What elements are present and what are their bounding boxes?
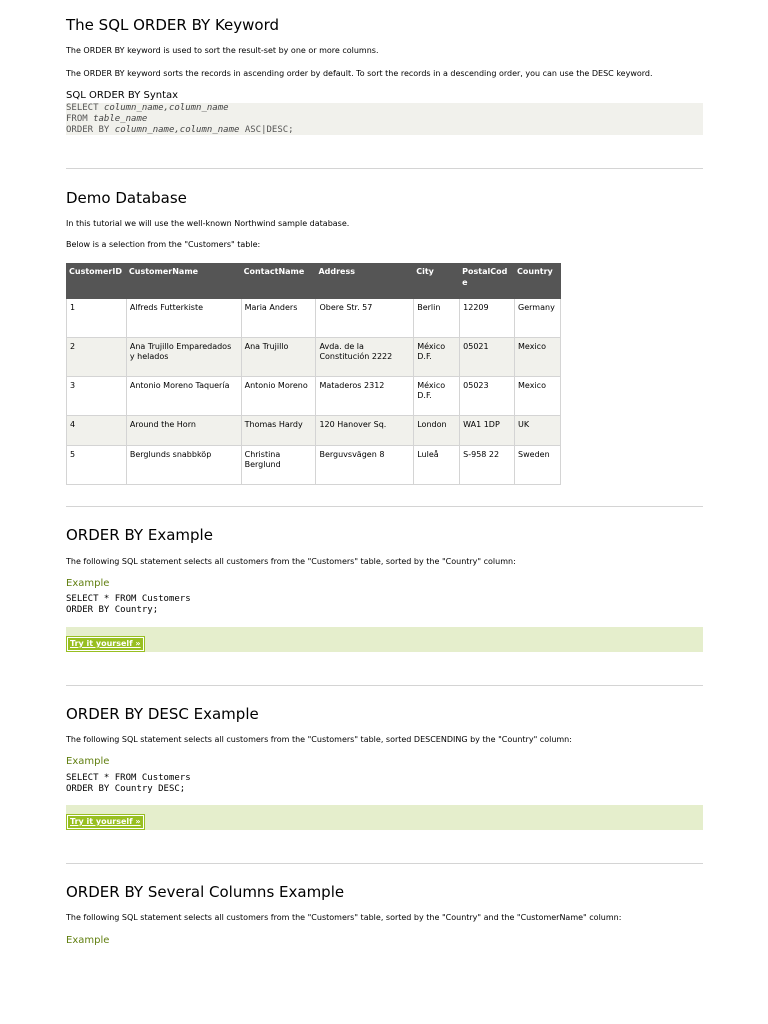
table-cell: Berglunds snabbköp <box>126 446 241 485</box>
table-row <box>67 299 561 338</box>
table-cell: Mataderos 2312 <box>316 377 414 416</box>
table-row <box>67 377 561 416</box>
intro-paragraph-1: The ORDER BY keyword is used to sort the result-set by one or more columns. <box>66 46 379 55</box>
example-label: Example <box>66 935 110 946</box>
table-cell: WA1 1DP <box>460 416 515 446</box>
order-by-several-title: ORDER BY Several Columns Example <box>66 883 345 901</box>
table-cell: Ana Trujillo Emparedados y helados <box>126 338 241 377</box>
example-code-block <box>66 773 191 795</box>
table-cell: Alfreds Futterkiste <box>126 299 241 338</box>
table-cell: Sweden <box>515 446 561 485</box>
syntax-heading: SQL ORDER BY Syntax <box>66 90 179 101</box>
syntax-line-3: ORDER BY column_name,column_name ASC|DESC; <box>66 125 294 135</box>
demo-paragraph-2: Below is a selection from the "Customers" table: <box>66 240 261 249</box>
code-line: SELECT * FROM Customers <box>66 773 191 783</box>
try-it-bar <box>66 627 703 652</box>
code-line: SELECT * FROM Customers <box>66 594 191 604</box>
table-cell: Mexico <box>515 377 561 416</box>
table-cell: 5 <box>67 446 127 485</box>
table-cell: Berlin <box>414 299 460 338</box>
try-it-yourself-button[interactable]: Try it yourself » <box>67 815 144 829</box>
col-header: CustomerID <box>67 264 127 299</box>
table-cell: UK <box>515 416 561 446</box>
try-it-yourself-button[interactable]: Try it yourself » <box>67 637 144 651</box>
code-line: ORDER BY Country DESC; <box>66 784 186 794</box>
syntax-line-1: SELECT column_name,column_name <box>66 103 229 113</box>
table-cell: Christina Berglund <box>241 446 316 485</box>
table-row <box>67 446 561 485</box>
table-cell: Avda. de la Constitución 2222 <box>316 338 414 377</box>
table-cell: 12209 <box>460 299 515 338</box>
table-cell: México D.F. <box>414 377 460 416</box>
page-title: The SQL ORDER BY Keyword <box>66 16 280 34</box>
example-code-block <box>66 594 191 616</box>
demo-paragraph-1: In this tutorial we will use the well-known Northwind sample database. <box>66 219 350 228</box>
table-cell: 4 <box>67 416 127 446</box>
table-cell: 05021 <box>460 338 515 377</box>
col-header: PostalCode <box>460 264 515 299</box>
table-cell: Berguvsvägen 8 <box>316 446 414 485</box>
syntax-line-2: FROM table_name <box>66 114 148 124</box>
table-cell: Thomas Hardy <box>241 416 316 446</box>
table-cell: Maria Anders <box>241 299 316 338</box>
col-header: City <box>414 264 460 299</box>
customers-table <box>66 263 561 485</box>
example-label: Example <box>66 756 110 767</box>
section-divider <box>66 863 703 864</box>
syntax-code-block <box>66 103 703 135</box>
table-cell: Luleå <box>414 446 460 485</box>
col-header: Country <box>515 264 561 299</box>
order-by-desc-paragraph: The following SQL statement selects all customers from the "Customers" table, sorted DESCENDING by the "Country" column: <box>66 735 572 744</box>
table-cell: Ana Trujillo <box>241 338 316 377</box>
section-divider <box>66 168 703 169</box>
table-cell: México D.F. <box>414 338 460 377</box>
col-header: CustomerName <box>126 264 241 299</box>
table-cell: 1 <box>67 299 127 338</box>
table-cell: Antonio Moreno Taquería <box>126 377 241 416</box>
table-row <box>67 416 561 446</box>
table-cell: 120 Hanover Sq. <box>316 416 414 446</box>
table-cell: Obere Str. 57 <box>316 299 414 338</box>
demo-database-title: Demo Database <box>66 189 187 207</box>
order-by-several-paragraph: The following SQL statement selects all customers from the "Customers" table, sorted by the "Country" and the "CustomerName" column: <box>66 913 622 922</box>
table-cell: S-958 22 <box>460 446 515 485</box>
table-cell: 05023 <box>460 377 515 416</box>
table-cell: London <box>414 416 460 446</box>
table-cell: 2 <box>67 338 127 377</box>
table-cell: Around the Horn <box>126 416 241 446</box>
section-divider <box>66 685 703 686</box>
order-by-example-paragraph: The following SQL statement selects all customers from the "Customers" table, sorted by the "Country" column: <box>66 557 516 566</box>
table-header-row <box>67 264 561 299</box>
table-cell: Mexico <box>515 338 561 377</box>
order-by-desc-title: ORDER BY DESC Example <box>66 705 259 723</box>
section-divider <box>66 506 703 507</box>
intro-paragraph-2: The ORDER BY keyword sorts the records in ascending order by default. To sort the records in a descending order, you can use the DESC keyword. <box>66 69 653 78</box>
table-cell: Germany <box>515 299 561 338</box>
try-it-bar <box>66 805 703 830</box>
col-header: ContactName <box>241 264 316 299</box>
table-cell: 3 <box>67 377 127 416</box>
table-cell: Antonio Moreno <box>241 377 316 416</box>
order-by-example-title: ORDER BY Example <box>66 526 213 544</box>
code-line: ORDER BY Country; <box>66 605 159 615</box>
example-label: Example <box>66 578 110 589</box>
table-row <box>67 338 561 377</box>
col-header: Address <box>316 264 414 299</box>
